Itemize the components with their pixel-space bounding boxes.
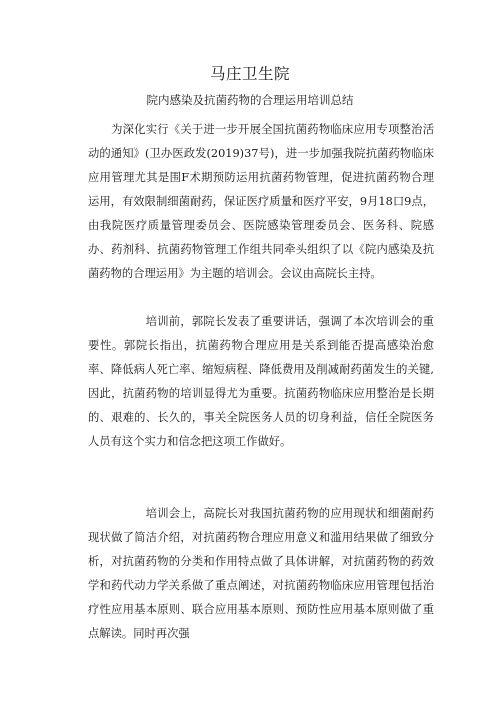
paragraph-2-text: 培训前，郭院长发表了重要讲话，强调了本次培训会的重要性。郭院长指出，抗菌药物合理应用是关系到能否提高感染治愈率、降低病人死亡率、缩短病程、降低费用及削减耐药菌发生的关键,因此，抗菌药物的培训显得尤为重要。抗菌药物临床应用整治是长期的、艰难的、长久的，事关全院医务人员的切身利益，信任全院医务人员有这个实力和信念把这项工作做好。 [88,315,434,448]
paragraph-1-text: 为深化实行《关于进一步开展全国抗菌药物临床应用专项整治活动的通知》(卫办医政发(2019)37号)，进一步加强我院抗菌药物临床应用管理尤其是围F术期预防运用抗菌药物管理，促进抗菌药物合理运用，有效限制细菌耐药，保证医疗质量和医疗平安，9月18口9点，由我院医疗质量管理委员会、医院感染管理委员会、医务科、院感办、药剂科、抗菌药物管理工作组共同牵头组织了以《院内感染及抗菌药物的合理运用》为主题的培训会。会议由高院长主持。 [88,123,434,280]
paragraph-2 [88,310,434,454]
document-title: 马庄卫生院 [209,65,290,83]
paragraph-3-indent [88,507,146,520]
paragraph-2-indent [88,315,146,328]
paragraph-1 [88,118,434,286]
paragraph-3 [88,502,434,646]
paragraph-3-text: 培训会上，高院长对我国抗菌药物的应用现状和细菌耐药现状做了简洁介绍，对抗菌药物合理应用意义和滥用结果做了细致分析，对抗菌药物的分类和作用特点做了具体讲解，对抗菌药物的药效学和药代动力学关系做了重点阐述，对抗菌药物临床应用管理包括治疗性应用基本原则、联合应用基本原则、预防性应用基本原则做了重点解读。同时再次强 [88,507,434,640]
paragraph-1-indent [88,123,111,136]
document-subtitle: 院内感染及抗菌药物的合理运用培训总结 [146,93,354,107]
